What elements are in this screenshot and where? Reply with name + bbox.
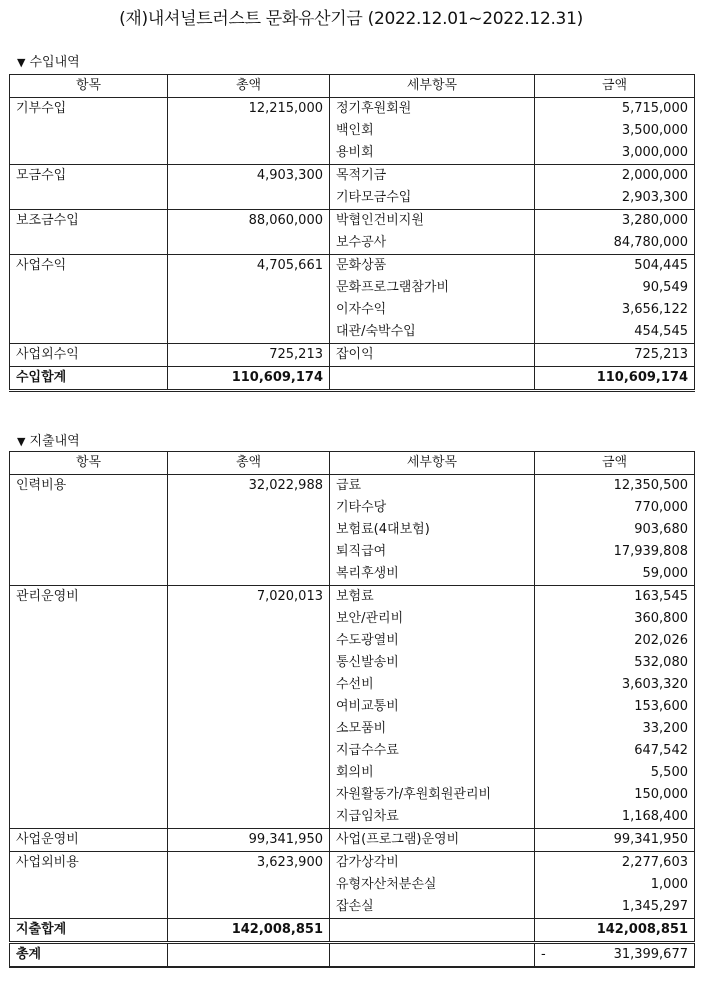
table-row [10,740,695,762]
group-total-cell: 3,623,900 [168,852,330,875]
table-row [10,210,695,233]
detail-item-cell: 기타수당 [330,497,535,519]
detail-item-cell: 보안/관리비 [330,608,535,630]
grand-total-label: 총계 [10,943,168,968]
group-total-cell [168,519,330,541]
table-row [10,762,695,784]
triangle-down-icon: ▼ [17,435,26,448]
detail-amount-cell: 2,000,000 [535,165,695,188]
grand-total-value: 31,399,677 [613,947,688,962]
detail-item-cell: 퇴직급여 [330,541,535,563]
table-row [10,299,695,321]
category-cell [10,142,168,165]
detail-item-cell: 통신발송비 [330,652,535,674]
detail-amount-cell: 5,715,000 [535,98,695,121]
table-row [10,98,695,121]
group-total-cell [168,896,330,919]
table-row [10,696,695,718]
expense-total-label: 지출합계 [10,919,168,943]
group-total-cell [168,784,330,806]
group-total-cell [168,718,330,740]
detail-amount-cell: 454,545 [535,321,695,344]
expense-total-value: 142,008,851 [168,919,330,943]
detail-item-cell: 감가상각비 [330,852,535,875]
expense-section-title [17,430,80,449]
table-row [10,630,695,652]
group-total-cell [168,652,330,674]
detail-item-cell: 소모품비 [330,718,535,740]
detail-item-cell: 용비회 [330,142,535,165]
header-total: 총액 [168,452,330,475]
detail-amount-cell: 59,000 [535,563,695,586]
detail-item-cell: 유형자산처분손실 [330,874,535,896]
detail-amount-cell: 360,800 [535,608,695,630]
category-cell: 관리운영비 [10,586,168,609]
group-total-cell: 88,060,000 [168,210,330,233]
category-cell [10,187,168,210]
detail-amount-cell: 532,080 [535,652,695,674]
header-amount: 금액 [535,452,695,475]
category-cell [10,696,168,718]
category-cell [10,608,168,630]
table-row [10,563,695,586]
header-total: 총액 [168,75,330,98]
detail-amount-cell: 5,500 [535,762,695,784]
category-cell [10,674,168,696]
table-row [10,497,695,519]
table-header-row [10,452,695,475]
group-total-cell [168,187,330,210]
category-cell [10,740,168,762]
group-total-cell [168,321,330,344]
detail-amount-cell: 3,280,000 [535,210,695,233]
table-header-row [10,75,695,98]
expense-total-detail-value: 142,008,851 [535,919,695,943]
income-total-label: 수입합계 [10,367,168,391]
category-cell [10,762,168,784]
detail-amount-cell: 3,500,000 [535,120,695,142]
category-cell [10,896,168,919]
group-total-cell [168,120,330,142]
income-body [10,98,695,367]
detail-item-cell: 지급수수료 [330,740,535,762]
grand-total-sign: - [541,947,546,962]
detail-amount-cell: 99,341,950 [535,829,695,852]
detail-item-cell: 기타모금수입 [330,187,535,210]
header-detail: 세부항목 [330,452,535,475]
category-cell [10,718,168,740]
table-row [10,674,695,696]
group-total-cell [168,299,330,321]
detail-amount-cell: 1,000 [535,874,695,896]
detail-item-cell: 자원활동가/후원회원관리비 [330,784,535,806]
group-total-cell [168,541,330,563]
detail-item-cell: 보수공사 [330,232,535,255]
detail-item-cell: 목적기금 [330,165,535,188]
group-total-cell: 99,341,950 [168,829,330,852]
table-row [10,784,695,806]
category-cell [10,321,168,344]
detail-item-cell: 수선비 [330,674,535,696]
detail-amount-cell: 1,168,400 [535,806,695,829]
table-row [10,277,695,299]
group-total-cell [168,696,330,718]
table-row [10,475,695,498]
header-amount: 금액 [535,75,695,98]
detail-amount-cell: 12,350,500 [535,475,695,498]
category-cell [10,277,168,299]
table-row [10,896,695,919]
income-total-detail-value: 110,609,174 [535,367,695,391]
table-row [10,187,695,210]
category-cell: 사업수익 [10,255,168,278]
detail-amount-cell: 2,903,300 [535,187,695,210]
detail-item-cell: 문화프로그램참가비 [330,277,535,299]
header-category: 항목 [10,75,168,98]
group-total-cell [168,806,330,829]
category-cell [10,232,168,255]
category-cell: 기부수입 [10,98,168,121]
detail-item-cell: 대관/숙박수입 [330,321,535,344]
expense-section-label: 지출내역 [29,434,80,449]
detail-amount-cell: 90,549 [535,277,695,299]
table-row [10,255,695,278]
detail-item-cell: 잡손실 [330,896,535,919]
table-row [10,344,695,367]
detail-amount-cell: 150,000 [535,784,695,806]
table-row [10,718,695,740]
table-row [10,852,695,875]
group-total-cell: 32,022,988 [168,475,330,498]
grand-total-row [10,943,695,968]
category-cell [10,563,168,586]
category-cell: 사업운영비 [10,829,168,852]
group-total-cell [168,277,330,299]
detail-item-cell: 백인회 [330,120,535,142]
detail-item-cell: 회의비 [330,762,535,784]
detail-amount-cell: 33,200 [535,718,695,740]
group-total-cell: 7,020,013 [168,586,330,609]
table-row [10,806,695,829]
detail-amount-cell: 153,600 [535,696,695,718]
detail-amount-cell: 725,213 [535,344,695,367]
detail-item-cell: 보험료(4대보험) [330,519,535,541]
table-row [10,586,695,609]
group-total-cell [168,563,330,586]
category-cell [10,299,168,321]
group-total-cell [168,630,330,652]
detail-item-cell: 수도광열비 [330,630,535,652]
table-row [10,541,695,563]
group-total-cell [168,497,330,519]
expense-total-empty [330,919,535,943]
detail-amount-cell: 2,277,603 [535,852,695,875]
income-total-value: 110,609,174 [168,367,330,391]
detail-amount-cell: 770,000 [535,497,695,519]
detail-amount-cell: 163,545 [535,586,695,609]
category-cell: 인력비용 [10,475,168,498]
group-total-cell: 4,705,661 [168,255,330,278]
detail-item-cell: 이자수익 [330,299,535,321]
detail-amount-cell: 84,780,000 [535,232,695,255]
expense-body [10,475,695,919]
detail-amount-cell: 903,680 [535,519,695,541]
category-cell: 보조금수입 [10,210,168,233]
category-cell: 모금수입 [10,165,168,188]
expense-total-row [10,919,695,943]
table-row [10,321,695,344]
table-row [10,608,695,630]
category-cell [10,652,168,674]
category-cell: 사업외수익 [10,344,168,367]
table-row [10,829,695,852]
detail-item-cell: 박협인건비지원 [330,210,535,233]
group-total-cell [168,874,330,896]
detail-amount-cell: 17,939,808 [535,541,695,563]
category-cell [10,784,168,806]
group-total-cell: 12,215,000 [168,98,330,121]
table-row [10,142,695,165]
group-total-cell [168,762,330,784]
detail-item-cell: 급료 [330,475,535,498]
category-cell: 사업외비용 [10,852,168,875]
category-cell [10,497,168,519]
table-row [10,652,695,674]
group-total-cell: 4,903,300 [168,165,330,188]
category-cell [10,541,168,563]
detail-item-cell: 보험료 [330,586,535,609]
group-total-cell [168,232,330,255]
detail-item-cell: 여비교통비 [330,696,535,718]
detail-item-cell: 정기후원회원 [330,98,535,121]
income-section-label: 수입내역 [29,55,80,70]
detail-item-cell: 사업(프로그램)운영비 [330,829,535,852]
header-category: 항목 [10,452,168,475]
detail-amount-cell: 202,026 [535,630,695,652]
detail-amount-cell: 3,000,000 [535,142,695,165]
grand-total-empty-2 [330,943,535,968]
category-cell [10,630,168,652]
page-title: (재)내셔널트러스트 문화유산기금 (2022.12.01~2022.12.31) [119,9,583,29]
group-total-cell [168,674,330,696]
triangle-down-icon: ▼ [17,56,26,69]
group-total-cell: 725,213 [168,344,330,367]
income-table [9,74,695,392]
income-total-row [10,367,695,391]
detail-amount-cell: 3,656,122 [535,299,695,321]
group-total-cell [168,740,330,762]
table-row [10,120,695,142]
category-cell [10,519,168,541]
table-row [10,165,695,188]
detail-item-cell: 잡이익 [330,344,535,367]
table-row [10,519,695,541]
table-row [10,874,695,896]
group-total-cell [168,608,330,630]
table-row [10,232,695,255]
category-cell [10,874,168,896]
header-detail: 세부항목 [330,75,535,98]
category-cell [10,806,168,829]
grand-total-value-cell [535,943,695,968]
detail-amount-cell: 504,445 [535,255,695,278]
expense-table [9,451,695,968]
group-total-cell [168,142,330,165]
detail-amount-cell: 3,603,320 [535,674,695,696]
detail-amount-cell: 647,542 [535,740,695,762]
detail-item-cell: 문화상품 [330,255,535,278]
detail-item-cell: 지급임차료 [330,806,535,829]
income-section-title [17,51,80,70]
income-total-empty [330,367,535,391]
detail-item-cell: 복리후생비 [330,563,535,586]
category-cell [10,120,168,142]
grand-total-empty-1 [168,943,330,968]
detail-amount-cell: 1,345,297 [535,896,695,919]
